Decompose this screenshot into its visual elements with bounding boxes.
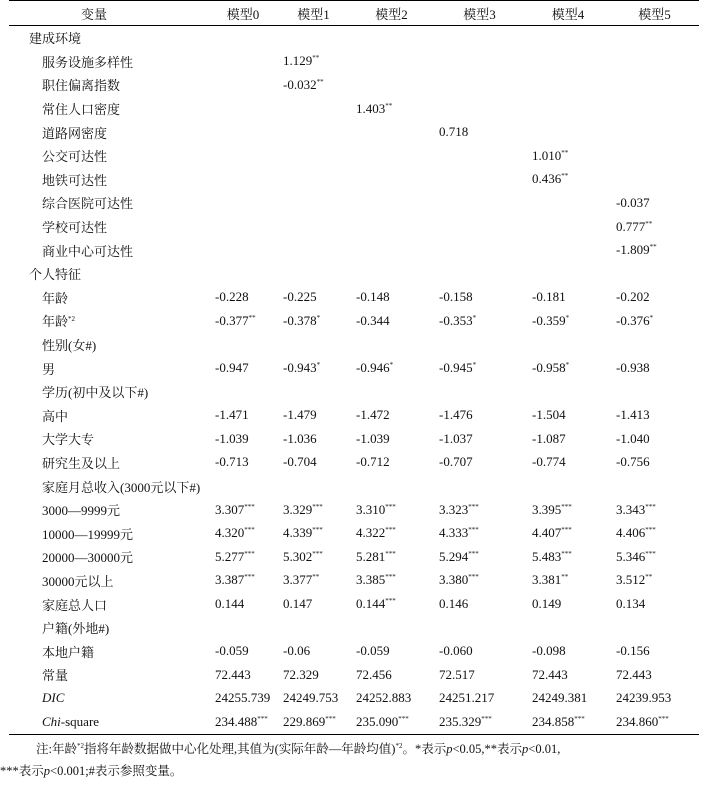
row-label: 家庭月总收入(3000元以下#) — [42, 479, 201, 495]
cell-model-5: 5.346*** — [616, 548, 656, 564]
cell-model-4: 72.443 — [532, 666, 568, 682]
cell-model-0 — [209, 73, 277, 97]
cell-model-4: 3.395*** — [532, 501, 572, 517]
cell-model-3: 24251.217 — [439, 690, 495, 706]
cell-model-5: -0.202 — [616, 289, 650, 305]
cell-model-0: 24255.739 — [215, 690, 271, 706]
header-model-2: 模型2 — [375, 6, 408, 22]
cell-model-3 — [433, 26, 526, 50]
cell-model-4: 0.149 — [532, 596, 562, 612]
cell-model-3 — [433, 616, 526, 640]
cell-model-4 — [526, 262, 610, 286]
cell-model-3 — [433, 97, 526, 121]
cell-model-2 — [350, 50, 433, 74]
cell-model-4 — [526, 97, 610, 121]
table-row — [9, 498, 699, 522]
cell-model-4: 24249.381 — [532, 690, 588, 706]
cell-model-0: -0.228 — [215, 289, 249, 305]
cell-model-3 — [433, 474, 526, 498]
header-row — [9, 1, 699, 26]
cell-model-4: 4.407*** — [532, 525, 572, 541]
cell-model-0: 3.307*** — [215, 501, 255, 517]
cell-model-2 — [350, 120, 433, 144]
cell-model-5: 0.777** — [616, 218, 653, 234]
cell-model-1: 3.377** — [283, 572, 320, 588]
table-row — [9, 569, 699, 593]
cell-model-3 — [433, 168, 526, 192]
row-label: 男 — [42, 361, 56, 377]
cell-model-0: 72.443 — [215, 666, 251, 682]
cell-model-3 — [433, 333, 526, 357]
cell-model-5 — [610, 616, 699, 640]
row-label: 服务设施多样性 — [42, 54, 134, 70]
table-row — [9, 144, 699, 168]
table-row — [9, 215, 699, 239]
row-label: 3000—9999元 — [42, 503, 121, 519]
cell-model-1: -0.225 — [283, 289, 317, 305]
cell-model-2 — [350, 215, 433, 239]
cell-model-0: -0.713 — [215, 454, 249, 470]
cell-model-2: 24252.883 — [356, 690, 412, 706]
cell-model-4: -1.087 — [532, 430, 566, 446]
cell-model-5 — [610, 97, 699, 121]
cell-model-0: 5.277*** — [215, 548, 255, 564]
cell-model-1 — [277, 120, 350, 144]
cell-model-3: -0.158 — [439, 289, 473, 305]
cell-model-1: 3.329*** — [283, 501, 323, 517]
cell-model-0 — [209, 50, 277, 74]
cell-model-0 — [209, 616, 277, 640]
cell-model-0: -0.377** — [215, 312, 256, 328]
cell-model-0 — [209, 215, 277, 239]
table-row — [9, 97, 699, 121]
cell-model-1: 5.302*** — [283, 548, 323, 564]
cell-model-5: 3.512** — [616, 572, 653, 588]
regression-table — [9, 0, 699, 735]
cell-model-4: -0.774 — [532, 454, 566, 470]
cell-model-1: -1.479 — [283, 407, 317, 423]
table-row — [9, 687, 699, 711]
cell-model-0 — [209, 120, 277, 144]
cell-model-1: -0.032** — [283, 76, 324, 92]
cell-model-5: 234.860*** — [616, 714, 669, 730]
table-row — [9, 521, 699, 545]
cell-model-1 — [277, 333, 350, 357]
table-row — [9, 333, 699, 357]
cell-model-2: 5.281*** — [356, 548, 396, 564]
cell-model-2 — [350, 238, 433, 262]
regression-table-container — [9, 0, 699, 735]
cell-model-2: 3.385*** — [356, 572, 396, 588]
cell-model-3: 4.333*** — [439, 525, 479, 541]
note-line-2: ***表示p<0.001;#表示参照变量。 — [0, 764, 183, 778]
cell-model-0 — [209, 380, 277, 404]
row-label: 学历(初中及以下#) — [42, 385, 149, 401]
cell-model-5: 3.343*** — [616, 501, 656, 517]
cell-model-5: -0.756 — [616, 454, 650, 470]
cell-model-0 — [209, 191, 277, 215]
cell-model-4 — [526, 215, 610, 239]
cell-model-3: 0.718 — [439, 124, 469, 140]
cell-model-0: 234.488*** — [215, 714, 268, 730]
cell-model-1: 1.129** — [283, 53, 320, 69]
cell-model-2: -0.946* — [356, 360, 394, 376]
table-row — [9, 380, 699, 404]
cell-model-3: 235.329*** — [439, 714, 492, 730]
cell-model-5 — [610, 380, 699, 404]
row-label: 学校可达性 — [42, 220, 108, 236]
cell-model-2 — [350, 616, 433, 640]
cell-model-1 — [277, 262, 350, 286]
cell-model-2: -0.148 — [356, 289, 390, 305]
cell-model-2: 1.403** — [356, 100, 393, 116]
cell-model-1: -0.704 — [283, 454, 317, 470]
cell-model-2: -0.712 — [356, 454, 390, 470]
cell-model-1: -0.06 — [283, 643, 311, 659]
cell-model-0 — [209, 262, 277, 286]
cell-model-2: 0.144*** — [356, 596, 396, 612]
cell-model-5 — [610, 144, 699, 168]
cell-model-4 — [526, 50, 610, 74]
table-row — [9, 50, 699, 74]
cell-model-3 — [433, 380, 526, 404]
cell-model-5 — [610, 168, 699, 192]
row-label: 职住偏离指数 — [42, 78, 121, 94]
cell-model-3: -0.353* — [439, 312, 477, 328]
table-row — [9, 168, 699, 192]
cell-model-1 — [277, 380, 350, 404]
cell-model-1 — [277, 616, 350, 640]
cell-model-3 — [433, 215, 526, 239]
row-label: 年龄$^{*2}$ — [42, 314, 76, 330]
table-body — [9, 26, 699, 735]
table-row — [9, 73, 699, 97]
table-row — [9, 545, 699, 569]
table-row — [9, 191, 699, 215]
cell-model-3: -0.060 — [439, 643, 473, 659]
header-variable: 变量 — [80, 6, 107, 22]
table-row — [9, 26, 699, 50]
cell-model-4: 0.436** — [532, 171, 569, 187]
cell-model-4 — [526, 238, 610, 262]
cell-model-3: 0.146 — [439, 596, 469, 612]
cell-model-2: -1.472 — [356, 407, 390, 423]
cell-model-4: -0.181 — [532, 289, 566, 305]
cell-model-0 — [209, 238, 277, 262]
row-label: 综合医院可达性 — [42, 196, 134, 212]
row-label: 地铁可达性 — [42, 172, 108, 188]
cell-model-0: -0.947 — [215, 360, 249, 376]
cell-model-0: 4.320*** — [215, 525, 255, 541]
row-label: 研究生及以上 — [42, 455, 121, 471]
cell-model-5 — [610, 50, 699, 74]
cell-model-4 — [526, 474, 610, 498]
cell-model-3 — [433, 191, 526, 215]
cell-model-0 — [209, 97, 277, 121]
row-label: 道路网密度 — [42, 125, 108, 141]
cell-model-3: 3.380*** — [439, 572, 479, 588]
cell-model-5: 4.406*** — [616, 525, 656, 541]
cell-model-3: -0.945* — [439, 360, 477, 376]
cell-model-4: 5.483*** — [532, 548, 572, 564]
cell-model-5 — [610, 333, 699, 357]
cell-model-4 — [526, 380, 610, 404]
header-model-4: 模型4 — [551, 6, 585, 22]
table-row — [9, 710, 699, 734]
table-row — [9, 616, 699, 640]
cell-model-0 — [209, 333, 277, 357]
row-label: 常住人口密度 — [42, 102, 121, 118]
cell-model-1: 0.147 — [283, 596, 313, 612]
cell-model-5: -1.809** — [616, 242, 657, 258]
row-label: 建成环境 — [29, 31, 82, 47]
cell-model-0 — [209, 168, 277, 192]
cell-model-4 — [526, 616, 610, 640]
cell-model-1 — [277, 238, 350, 262]
row-label: 年龄 — [42, 290, 69, 306]
cell-model-0 — [209, 474, 277, 498]
cell-model-1 — [277, 215, 350, 239]
cell-model-4: 3.381** — [532, 572, 569, 588]
cell-model-0: 3.387*** — [215, 572, 255, 588]
row-label: 商业中心可达性 — [42, 243, 134, 259]
cell-model-0: -1.471 — [215, 407, 249, 423]
header-model-3: 模型3 — [463, 6, 496, 22]
cell-model-5: 72.443 — [616, 666, 652, 682]
header-model-5: 模型5 — [638, 6, 671, 22]
cell-model-1 — [277, 168, 350, 192]
cell-model-4 — [526, 73, 610, 97]
row-label: 户籍(外地#) — [42, 621, 110, 637]
cell-model-3 — [433, 262, 526, 286]
row-label: Chi-square — [42, 714, 100, 730]
cell-model-5 — [610, 120, 699, 144]
cell-model-3: 5.294*** — [439, 548, 479, 564]
row-label: 大学大专 — [42, 432, 95, 448]
table-row — [9, 286, 699, 310]
header-model-0: 模型0 — [226, 6, 260, 22]
cell-model-5: -0.376* — [616, 312, 654, 328]
cell-model-2 — [350, 474, 433, 498]
row-label: DIC — [42, 690, 65, 706]
cell-model-3 — [433, 50, 526, 74]
cell-model-1 — [277, 144, 350, 168]
cell-model-1: -0.378* — [283, 312, 321, 328]
cell-model-3: -0.707 — [439, 454, 473, 470]
cell-model-4 — [526, 333, 610, 357]
cell-model-2: -0.059 — [356, 643, 390, 659]
cell-model-5 — [610, 474, 699, 498]
cell-model-4: 234.858*** — [532, 714, 585, 730]
cell-model-2: 3.310*** — [356, 501, 396, 517]
table-note — [0, 738, 701, 782]
cell-model-5 — [610, 26, 699, 50]
cell-model-4: -0.359* — [532, 312, 570, 328]
note-line-1: 注:年龄$^{*2}$指将年龄数据做中心化处理,其值为(实际年龄—年龄均值)$^{*2}$。*表示p<0.05,**表示p<0.01, — [36, 742, 561, 756]
cell-model-4 — [526, 26, 610, 50]
table-row — [9, 356, 699, 380]
cell-model-2: 4.322*** — [356, 525, 396, 541]
cell-model-3: -1.476 — [439, 407, 473, 423]
table-row — [9, 262, 699, 286]
cell-model-3: 72.517 — [439, 666, 475, 682]
cell-model-4: 1.010** — [532, 147, 569, 163]
table-row — [9, 427, 699, 451]
cell-model-0: 0.144 — [215, 596, 245, 612]
row-label: 常量 — [42, 668, 69, 684]
row-label: 性别(女#) — [42, 338, 97, 354]
cell-model-1: 4.339*** — [283, 525, 323, 541]
cell-model-3 — [433, 73, 526, 97]
table-row — [9, 120, 699, 144]
cell-model-4: -1.504 — [532, 407, 566, 423]
cell-model-2: -1.039 — [356, 430, 390, 446]
cell-model-1: -0.943* — [283, 360, 321, 376]
cell-model-2 — [350, 262, 433, 286]
table-row — [9, 238, 699, 262]
row-label: 30000元以上 — [42, 573, 114, 589]
table-row — [9, 309, 699, 333]
table-row — [9, 404, 699, 428]
cell-model-0 — [209, 26, 277, 50]
cell-model-0 — [209, 144, 277, 168]
cell-model-0: -1.039 — [215, 430, 249, 446]
cell-model-2: 72.456 — [356, 666, 392, 682]
cell-model-5 — [610, 262, 699, 286]
row-label: 本地户籍 — [42, 644, 95, 660]
table-row — [9, 451, 699, 475]
row-label: 20000—30000元 — [42, 550, 134, 566]
table-row — [9, 592, 699, 616]
cell-model-4 — [526, 191, 610, 215]
cell-model-2: 235.090*** — [356, 714, 409, 730]
cell-model-1: 24249.753 — [283, 690, 339, 706]
cell-model-5: -0.037 — [616, 194, 650, 210]
cell-model-2 — [350, 191, 433, 215]
cell-model-1 — [277, 474, 350, 498]
cell-model-0: -0.059 — [215, 643, 249, 659]
cell-model-2 — [350, 144, 433, 168]
cell-model-2 — [350, 333, 433, 357]
cell-model-2 — [350, 73, 433, 97]
cell-model-5: 24239.953 — [616, 690, 672, 706]
cell-model-2 — [350, 168, 433, 192]
table-row — [9, 663, 699, 687]
cell-model-1: 229.869*** — [283, 714, 336, 730]
table-row — [9, 639, 699, 663]
cell-model-4 — [526, 120, 610, 144]
row-label: 家庭总人口 — [42, 597, 108, 613]
row-label: 公交可达性 — [42, 149, 108, 165]
cell-model-3: 3.323*** — [439, 501, 479, 517]
cell-model-4: -0.958* — [532, 360, 570, 376]
row-label: 个人特征 — [29, 267, 82, 283]
cell-model-1 — [277, 26, 350, 50]
cell-model-2 — [350, 380, 433, 404]
cell-model-5: -0.938 — [616, 360, 650, 376]
cell-model-2 — [350, 26, 433, 50]
cell-model-5: -1.413 — [616, 407, 650, 423]
cell-model-2: -0.344 — [356, 312, 390, 328]
cell-model-5: 0.134 — [616, 596, 646, 612]
cell-model-3: -1.037 — [439, 430, 473, 446]
cell-model-5 — [610, 73, 699, 97]
cell-model-1: -1.036 — [283, 430, 317, 446]
cell-model-1 — [277, 97, 350, 121]
table-row — [9, 474, 699, 498]
cell-model-1: 72.329 — [283, 666, 319, 682]
cell-model-4: -0.098 — [532, 643, 566, 659]
cell-model-3 — [433, 238, 526, 262]
cell-model-1 — [277, 191, 350, 215]
cell-model-5: -1.040 — [616, 430, 650, 446]
cell-model-5: -0.156 — [616, 643, 650, 659]
cell-model-3 — [433, 144, 526, 168]
row-label: 高中 — [42, 408, 69, 424]
header-model-1: 模型1 — [297, 6, 330, 22]
row-label: 10000—19999元 — [42, 526, 134, 542]
